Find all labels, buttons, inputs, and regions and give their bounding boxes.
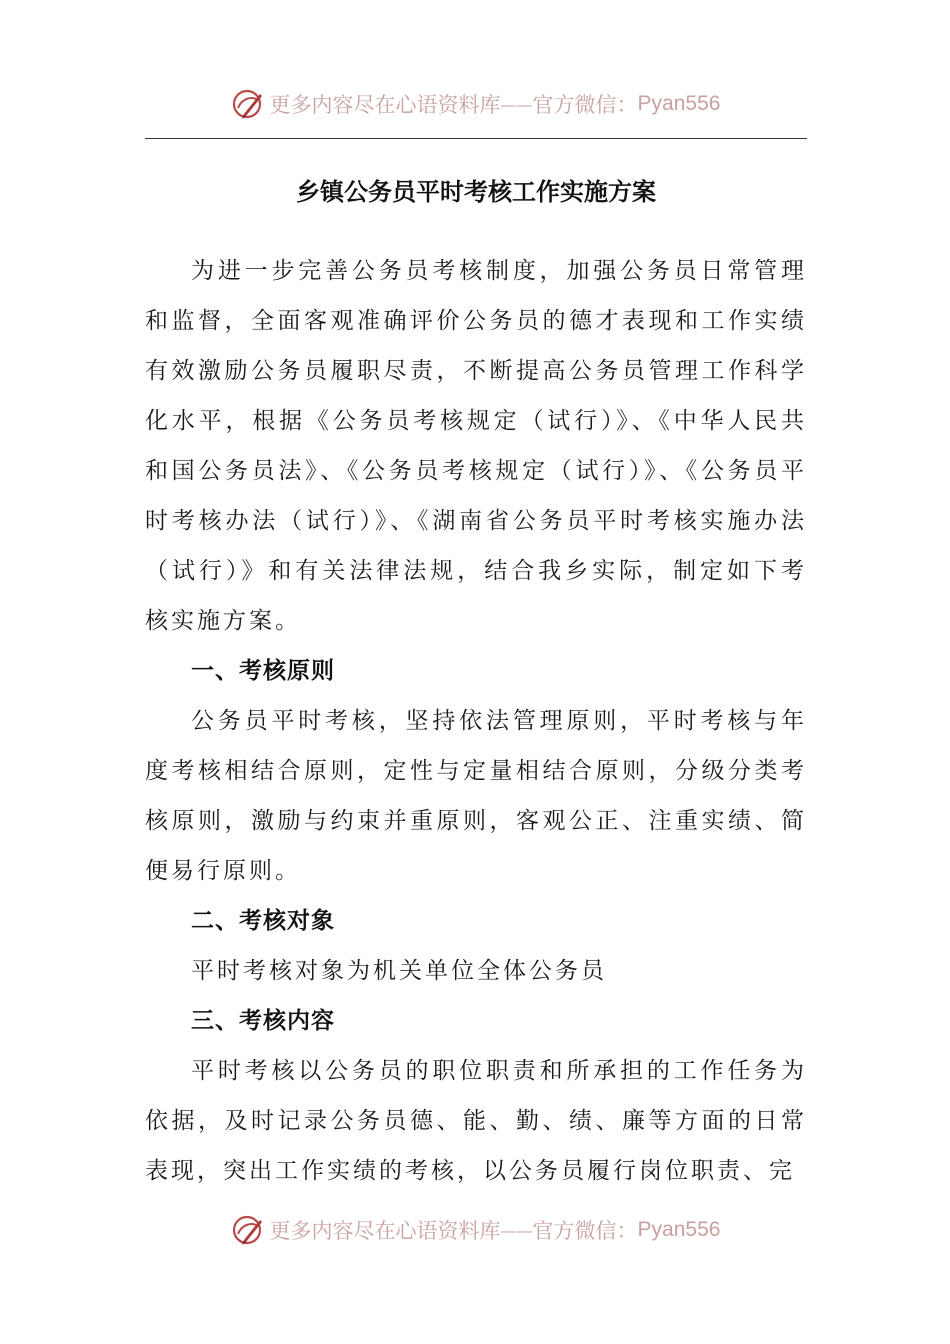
header-banner — [0, 84, 950, 124]
footer-banner — [0, 1210, 950, 1250]
section-heading-principles: 一、考核原则 — [191, 658, 335, 684]
document-title: 乡镇公务员平时考核工作实施方案 — [296, 178, 656, 206]
banner-separator: —— — [500, 1220, 533, 1240]
banner-wechat-id: Pyan556 — [637, 92, 721, 115]
banner-site-text: 更多内容尽在心语资料库 — [269, 93, 501, 117]
banner-wechat-label: 官方微信： — [532, 93, 638, 117]
document-body — [145, 246, 807, 1196]
banner-wechat-id: Pyan556 — [637, 1218, 721, 1241]
section-body-content: 平时考核以公务员的职位职责和所承担的工作任务为依据，及时记录公务员德、能、勤、绩、廉等方面的日常表现，突出工作实绩的考核，以公务员履行岗位职责、完 — [145, 1058, 807, 1184]
intro-paragraph: 为进一步完善公务员考核制度，加强公务员日常管理和监督，全面客观准确评价公务员的德才表现和工作实绩有效激励公务员履职尽责，不断提高公务员管理工作科学化水平，根据《公务员考核规定（试行）》、《中华人民共和国公务员法》、《公务员考核规定（试行）》、《公务员平时考核办法（试行）》、《湖南省公务员平时考核实施办法（试行）》和有关法律法规，结合我乡实际，制定如下考核实施方案。 — [145, 258, 807, 634]
section-body-principles: 公务员平时考核，坚持依法管理原则，平时考核与年度考核相结合原则，定性与定量相结合原则，分级分类考核原则，激励与约束并重原则，客观公正、注重实绩、简便易行原则。 — [145, 708, 807, 884]
header-divider — [145, 138, 807, 139]
banner-site-text: 更多内容尽在心语资料库 — [269, 1219, 501, 1243]
section-body-targets: 平时考核对象为机关单位全体公务员 — [191, 958, 607, 984]
banner-separator: —— — [500, 94, 533, 114]
pen-swirl-logo-icon — [230, 86, 266, 122]
pen-swirl-logo-icon — [230, 1212, 266, 1248]
section-heading-targets: 二、考核对象 — [191, 908, 335, 934]
banner-wechat-label: 官方微信： — [532, 1219, 638, 1243]
section-heading-content: 三、考核内容 — [191, 1008, 335, 1034]
